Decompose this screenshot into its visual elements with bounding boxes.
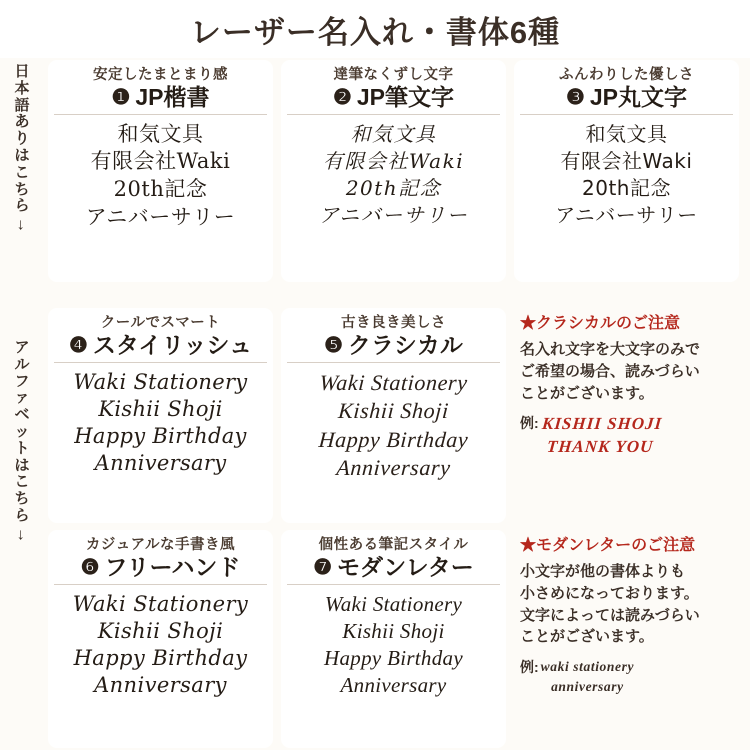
sample-line: Waki Stationery (318, 369, 469, 395)
arrow-right-icon: → (13, 526, 31, 543)
side-rail (0, 58, 44, 750)
rail-char: は (14, 456, 30, 474)
sample-line: Kishii Shoji (337, 398, 450, 424)
sample-line: Happy Birthday (74, 424, 247, 449)
font-card-jp-maru[interactable] (514, 60, 739, 282)
font-card-grid (48, 60, 746, 748)
card-number: ❹ (69, 333, 88, 357)
sample-line: 20th記念 (345, 175, 442, 200)
notice-line: 名入れ文字を大文字のみで (520, 341, 701, 359)
card-title (287, 553, 500, 585)
card-subtitle: ふんわりした優しさ (559, 67, 694, 83)
notice-example-label: 例: (520, 659, 539, 676)
rail-char: は (14, 146, 30, 164)
card-number: ❸ (566, 85, 585, 109)
card-font-name: JP丸文字 (589, 83, 687, 110)
notice-heading: ★クラシカルのご注意 (520, 315, 681, 332)
sample-line: Kishii Shoji (342, 618, 445, 643)
rail-char: 日 (14, 63, 30, 80)
card-subtitle: 個性ある筆記スタイル (318, 537, 469, 553)
rail-char: フ (14, 372, 30, 390)
notice-classical (516, 312, 744, 520)
sample-line: 20th記念 (113, 177, 208, 202)
notice-example-line: anniversary (551, 679, 624, 695)
card-title (54, 553, 267, 585)
sample-line: アニバーサリー (555, 203, 698, 228)
card-font-name: フリーハンド (104, 553, 241, 580)
sample-line: 和気文具 (585, 121, 668, 146)
sample-line: 有限会社Waki (90, 149, 231, 174)
rail-char: こ (14, 473, 30, 491)
card-subtitle: クールでスマート (100, 315, 221, 331)
notice-line: 小文字が他の書体よりも (520, 563, 686, 581)
card-sample (54, 591, 267, 700)
notice-example-line: waki stationery (540, 659, 635, 675)
rail-char: 語 (14, 96, 30, 114)
rail-char: ら (14, 506, 30, 524)
notice-example-script (539, 413, 663, 459)
card-number: ❶ (111, 85, 131, 109)
page-title: レーザー名入れ・書体6種 (189, 14, 561, 50)
notice-line: 文字によっては読みづらい (520, 606, 700, 624)
font-card-modern-letter[interactable] (281, 530, 506, 748)
sample-line: Waki Stationery (73, 369, 248, 394)
notice-line: ご希望の場合、読みづらい (520, 362, 700, 380)
notice-example-line: KISHII SHOJI (540, 414, 663, 434)
card-font-name: JP楷書 (135, 83, 210, 110)
sample-line: Waki Stationery (72, 591, 249, 616)
notice-body (520, 339, 740, 404)
card-font-name: JP筆文字 (356, 83, 454, 110)
card-number: ❷ (333, 85, 352, 109)
notice-line: ことがございます。 (520, 628, 654, 646)
rail-char: あ (14, 113, 30, 131)
sample-line: 20th記念 (582, 175, 671, 200)
rail-char: ッ (14, 422, 30, 440)
notice-example (520, 413, 740, 459)
sample-line: Waki Stationery (324, 591, 463, 616)
card-number: ❻ (80, 555, 100, 579)
sample-line: Happy Birthday (324, 646, 463, 671)
sample-line: Anniversary (340, 673, 447, 698)
rail-char: ア (14, 339, 30, 356)
rail-char: ァ (14, 389, 30, 407)
card-title (54, 331, 267, 363)
card-subtitle: カジュアルな手書き風 (85, 537, 236, 553)
card-title (54, 83, 267, 115)
card-number: ❺ (324, 333, 343, 357)
card-font-name: スタイリッシュ (92, 331, 252, 358)
card-subtitle: 安定したまとまり感 (93, 67, 228, 83)
sample-line: Anniversary (335, 455, 452, 481)
sample-line: 有限会社Waki (560, 148, 693, 173)
font-card-freehand[interactable] (48, 530, 273, 748)
notice-example-line: THANK YOU (545, 437, 654, 457)
font-card-jp-kaisho[interactable] (48, 60, 273, 282)
sample-line: Anniversary (94, 673, 227, 698)
card-subtitle: 古き良き美しさ (341, 315, 446, 331)
notice-line: ことがございます。 (520, 384, 654, 402)
sample-line: 和気文具 (117, 121, 204, 146)
card-font-name: モダンレター (337, 553, 474, 580)
notice-line: 小さめになっております。 (520, 584, 699, 602)
notice-body (520, 561, 740, 648)
rail-char: 本 (14, 79, 30, 97)
rail-char: ベ (14, 406, 30, 424)
rail-char: ル (14, 355, 30, 373)
rail-char: ら (14, 197, 30, 215)
card-sample (54, 121, 267, 233)
rail-char: り (14, 130, 30, 148)
rail-label-alphabet (0, 340, 44, 544)
card-subtitle: 達筆なくずし文字 (333, 67, 454, 83)
card-font-name: クラシカル (347, 331, 463, 358)
sample-line: Kishii Shoji (98, 396, 223, 421)
card-sample (287, 369, 500, 483)
font-card-jp-fude[interactable] (281, 60, 506, 282)
sample-line: Anniversary (94, 451, 227, 476)
sample-line: 有限会社Waki (322, 148, 465, 173)
card-sample (520, 121, 733, 230)
sample-line: Happy Birthday (73, 646, 248, 671)
card-sample (287, 121, 500, 230)
font-card-classical[interactable] (281, 308, 506, 523)
card-title (287, 83, 500, 115)
sample-line: 和気文具 (350, 121, 437, 146)
arrow-right-icon: → (13, 217, 31, 234)
notice-modern-letter (516, 534, 744, 746)
card-sample (287, 591, 500, 700)
card-sample (54, 369, 267, 478)
sample-line: Kishii Shoji (97, 618, 224, 643)
sample-line: Happy Birthday (317, 426, 470, 452)
notice-example-script (541, 657, 634, 698)
notice-example-label: 例: (520, 415, 539, 432)
card-title (287, 331, 500, 363)
font-card-stylish[interactable] (48, 308, 273, 523)
sample-line: アニバーサリー (318, 203, 469, 228)
card-title (520, 83, 733, 115)
notice-example (520, 657, 740, 698)
rail-char: ト (14, 439, 30, 457)
rail-char: こ (14, 163, 30, 181)
card-number: ❼ (313, 555, 333, 579)
page-header (0, 0, 750, 58)
rail-char: ち (14, 490, 30, 508)
rail-label-japanese (0, 64, 44, 234)
rail-char: ち (14, 180, 30, 198)
notice-heading: ★モダンレターのご注意 (520, 537, 696, 554)
sample-line: アニバーサリー (85, 205, 236, 230)
